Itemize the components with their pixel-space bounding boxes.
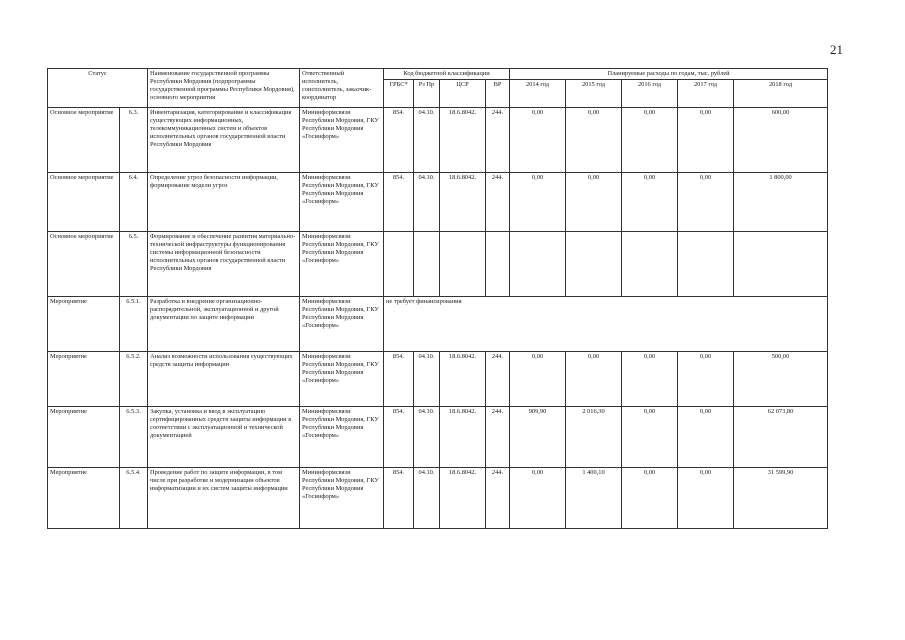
- row-rz: 04.10.: [414, 468, 440, 529]
- header-vr: ВР: [486, 80, 510, 108]
- header-2016: 2016 год: [622, 80, 678, 108]
- row-number: 6.4.: [120, 173, 148, 232]
- row-2014: 909,90: [510, 407, 566, 468]
- row-2014: 0,00: [510, 352, 566, 407]
- row-2016: 0,00: [622, 352, 678, 407]
- row-executor: Мининформсвязи Республики Мордовия, ГКУ Республики Мордовия «Госинформ»: [300, 108, 384, 173]
- header-name: Наименование государственной программы Республики Мордовия (подпрограммы государственной программы Республики Мордовия), основного мероприятия: [148, 69, 300, 108]
- row-rz: 04.10.: [414, 407, 440, 468]
- row-2016: 0,00: [622, 407, 678, 468]
- empty-cell: [734, 232, 828, 297]
- page-number: 21: [830, 42, 843, 57]
- row-grbs: 854.: [384, 468, 414, 529]
- row-grbs: 854.: [384, 407, 414, 468]
- row-executor: Мининформсвязи Республики Мордовия, ГКУ Республики Мордовия «Госинформ»: [300, 407, 384, 468]
- row-2015: 1 400,10: [566, 468, 622, 529]
- empty-cell: [678, 232, 734, 297]
- row-vr: 244.: [486, 173, 510, 232]
- row-name: Закупка, установка и ввод в эксплуатацию сертифицированных средств защиты информации в соответствии с эксплуатационной и технической документацией: [148, 407, 300, 468]
- row-number: 6.5.: [120, 232, 148, 297]
- row-csr: 18.6.8042.: [440, 173, 486, 232]
- row-executor: Мининформсвязи Республики Мордовия, ГКУ Республики Мордовия «Госинформ»: [300, 468, 384, 529]
- row-vr: 244.: [486, 108, 510, 173]
- header-planned: Планируемые расходы по годам, тыс. рублей: [510, 69, 828, 80]
- table-row: [48, 407, 828, 468]
- row-2018: 1 800,00: [734, 173, 828, 232]
- row-rz: 04.10.: [414, 173, 440, 232]
- row-name: Инвентаризация, категорирование и классификация существующих информационных, телекоммуникационных систем и объектов исполнительных органов государственной власти Республики Мордовия: [148, 108, 300, 173]
- row-name: Анализ возможности использования существующих средств защиты информации: [148, 352, 300, 407]
- row-rz: 04.10.: [414, 108, 440, 173]
- table-row: [48, 232, 828, 297]
- header-2014: 2014 год: [510, 80, 566, 108]
- row-number: 6.5.1.: [120, 297, 148, 352]
- empty-cell: [622, 232, 678, 297]
- empty-cell: [440, 232, 486, 297]
- row-vr: 244.: [486, 407, 510, 468]
- header-2015: 2015 год: [566, 80, 622, 108]
- empty-cell: [510, 232, 566, 297]
- header-2018: 2018 год: [734, 80, 828, 108]
- row-2016: 0,00: [622, 173, 678, 232]
- row-2018: 500,00: [734, 352, 828, 407]
- header-executor: Ответственный исполнитель, соисполнитель, заказчик-координатор: [300, 69, 384, 108]
- row-name: Проведение работ по защите информации, в том числе при разработке и модернизации объектов информатизации и их систем защиты информации: [148, 468, 300, 529]
- empty-cell: [414, 232, 440, 297]
- row-2015: 0,00: [566, 352, 622, 407]
- table-row: [48, 173, 828, 232]
- row-executor: Мининформсвязи Республики Мордовия, ГКУ Республики Мордовия «Госинформ»: [300, 232, 384, 297]
- row-2017: 0,00: [678, 108, 734, 173]
- row-status: Мероприятие: [48, 407, 120, 468]
- row-2018: 62 073,80: [734, 407, 828, 468]
- row-csr: 18.6.8042.: [440, 108, 486, 173]
- row-vr: 244.: [486, 352, 510, 407]
- row-2016: 0,00: [622, 468, 678, 529]
- row-status: Основное мероприятие: [48, 108, 120, 173]
- row-status: Основное мероприятие: [48, 232, 120, 297]
- row-executor: Мининформсвязи Республики Мордовия, ГКУ Республики Мордовия «Госинформ»: [300, 352, 384, 407]
- row-2018: 600,00: [734, 108, 828, 173]
- row-grbs: 854.: [384, 352, 414, 407]
- row-csr: 18.6.8042.: [440, 468, 486, 529]
- header-budget-code: Код бюджетной классификации: [384, 69, 510, 80]
- table-row: [48, 297, 828, 352]
- row-status: Мероприятие: [48, 468, 120, 529]
- row-2017: 0,00: [678, 173, 734, 232]
- row-number: 6.3.: [120, 108, 148, 173]
- row-name: Формирование и обеспечение развития материально-технической инфраструктуры функционирования системы информационной безопасности исполнительных органов государственной власти Республики Мордовия: [148, 232, 300, 297]
- row-2015: 0,00: [566, 173, 622, 232]
- row-number: 6.5.3.: [120, 407, 148, 468]
- empty-cell: [566, 232, 622, 297]
- header-grbs: ГРБС*: [384, 80, 414, 108]
- row-status: Основное мероприятие: [48, 173, 120, 232]
- table-row: [48, 108, 828, 173]
- row-vr: 244.: [486, 468, 510, 529]
- row-2014: 0,00: [510, 173, 566, 232]
- table-row: [48, 352, 828, 407]
- table-row: [48, 468, 828, 529]
- row-number: 6.5.4.: [120, 468, 148, 529]
- row-2014: 0,00: [510, 468, 566, 529]
- budget-table: [47, 68, 828, 529]
- row-rz: 04.10.: [414, 352, 440, 407]
- header-2017: 2017 год: [678, 80, 734, 108]
- row-2018: 31 599,90: [734, 468, 828, 529]
- row-2015: 0,00: [566, 108, 622, 173]
- row-grbs: 854.: [384, 108, 414, 173]
- row-2015: 2 016,30: [566, 407, 622, 468]
- row-executor: Мининформсвязи Республики Мордовия, ГКУ Республики Мордовия «Госинформ»: [300, 297, 384, 352]
- row-name: Разработка и внедрение организационно-распорядительной, эксплуатационной и другой документации по защите информации: [148, 297, 300, 352]
- empty-cell: [384, 232, 414, 297]
- row-name: Определение угроз безопасности информации, формирование модели угроз: [148, 173, 300, 232]
- row-executor: Мининформсвязи Республики Мордовия, ГКУ Республики Мордовия «Госинформ»: [300, 173, 384, 232]
- header-rz-pr: Рз Пр: [414, 80, 440, 108]
- no-funding-note: не требует финансирования: [384, 297, 828, 352]
- header-status: Статус: [48, 69, 148, 108]
- row-status: Мероприятие: [48, 297, 120, 352]
- row-status: Мероприятие: [48, 352, 120, 407]
- row-number: 6.5.2.: [120, 352, 148, 407]
- row-2017: 0,00: [678, 407, 734, 468]
- header-csr: ЦСР: [440, 80, 486, 108]
- row-csr: 18.6.8042.: [440, 407, 486, 468]
- row-2016: 0,00: [622, 108, 678, 173]
- row-2017: 0,00: [678, 352, 734, 407]
- row-2017: 0,00: [678, 468, 734, 529]
- row-csr: 18.6.8042.: [440, 352, 486, 407]
- row-2014: 0,00: [510, 108, 566, 173]
- row-grbs: 854.: [384, 173, 414, 232]
- empty-cell: [486, 232, 510, 297]
